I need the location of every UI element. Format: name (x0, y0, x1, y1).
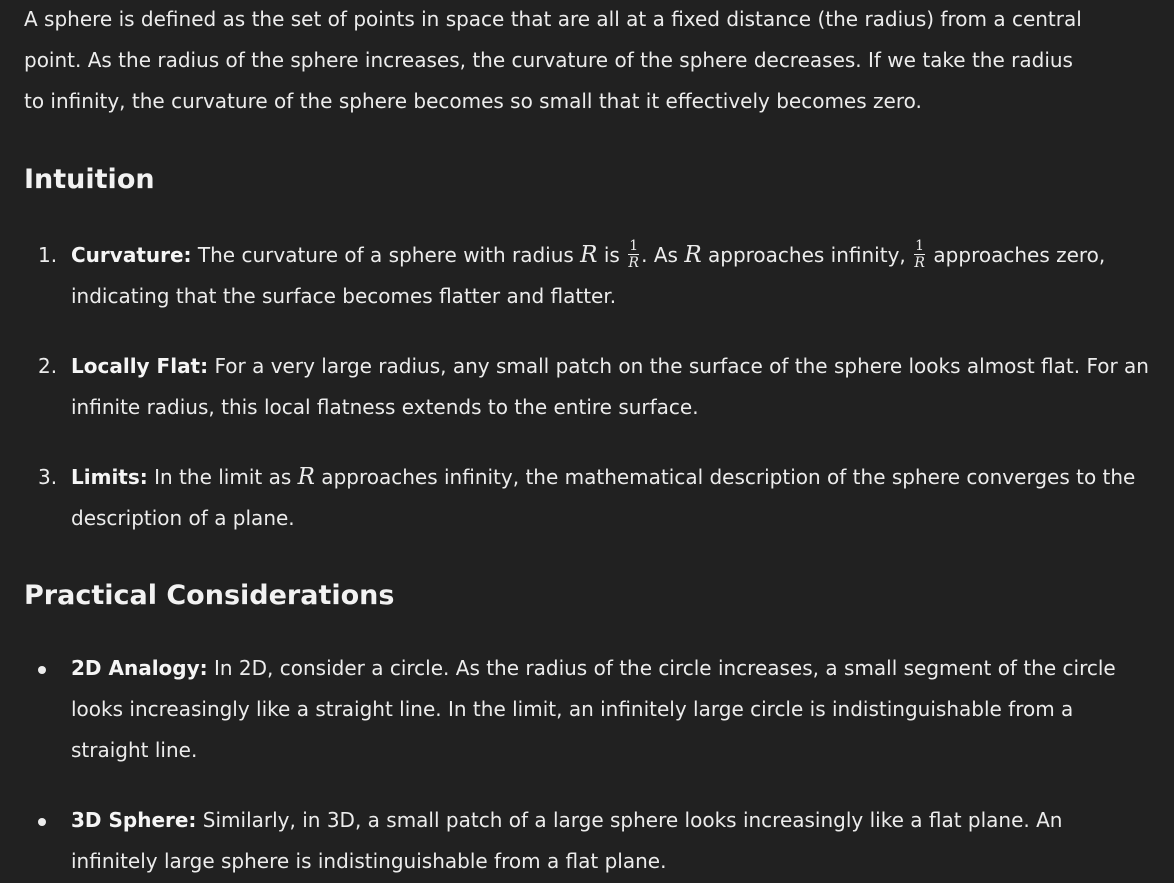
list-item-curvature (24, 235, 1150, 317)
item-text: approaches infinity, (701, 243, 913, 267)
item-text: approaches infinity, the mathematical description of the sphere converges to the description of a plane. (71, 465, 1136, 530)
item-text: In 2D, consider a circle. As the radius of the circle increases, a small segment of the circle looks increasingly like a straight line. In the limit, an infinitely large circle is indistinguishable from a straight line. (71, 656, 1116, 762)
fraction-one-over-r (628, 239, 639, 270)
list-item-locally-flat (24, 346, 1150, 428)
heading-intuition: Intuition (24, 164, 155, 195)
item-text: is (597, 243, 627, 267)
list-item-3d-sphere (24, 800, 1150, 882)
intro-paragraph: A sphere is defined as the set of points in space that are all at a fixed distance (the radius) from a central point. As the radius of the sphere increases, the curvature of the sphere decreases. If we take the radius to infinity, the curvature of the sphere becomes so small that it effectively becomes zero. (24, 7, 1082, 113)
item-text: approaches zero, indicating that the surface becomes flatter and flatter. (71, 243, 1106, 308)
fraction-one-over-r (914, 239, 925, 270)
fraction-numerator: 1 (915, 238, 925, 254)
bullet-icon (38, 666, 46, 674)
fraction-denominator: R (914, 255, 925, 271)
math-variable-r: R (297, 464, 315, 490)
math-variable-r: R (684, 242, 702, 268)
item-label: Limits: (71, 465, 148, 489)
item-text: In the limit as (147, 465, 298, 489)
item-text: The curvature of a sphere with radius (191, 243, 581, 267)
math-variable-r: R (580, 242, 598, 268)
heading-practical-considerations: Practical Considerations (24, 580, 395, 611)
list-item-limits (24, 457, 1150, 539)
intuition-list (24, 235, 1150, 539)
practical-list (24, 648, 1150, 882)
item-text: Similarly, in 3D, a small patch of a large sphere looks increasingly like a flat plane. An infinitely large sphere is indistinguishable from a flat plane. (71, 808, 1063, 873)
fraction-denominator: R (628, 255, 639, 271)
item-label: Curvature: (71, 243, 192, 267)
list-marker: 3. (38, 465, 58, 489)
list-marker: 1. (38, 243, 58, 267)
bullet-icon (38, 818, 46, 826)
item-text: For a very large radius, any small patch on the surface of the sphere looks almost flat. For an infinite radius, this local flatness extends to the entire surface. (71, 354, 1149, 419)
list-item-2d-analogy (24, 648, 1150, 771)
list-marker: 2. (38, 354, 58, 378)
fraction-numerator: 1 (629, 238, 639, 254)
item-text: . As (641, 243, 685, 267)
item-label: 2D Analogy: (71, 656, 208, 680)
item-label: 3D Sphere: (71, 808, 197, 832)
item-label: Locally Flat: (71, 354, 209, 378)
